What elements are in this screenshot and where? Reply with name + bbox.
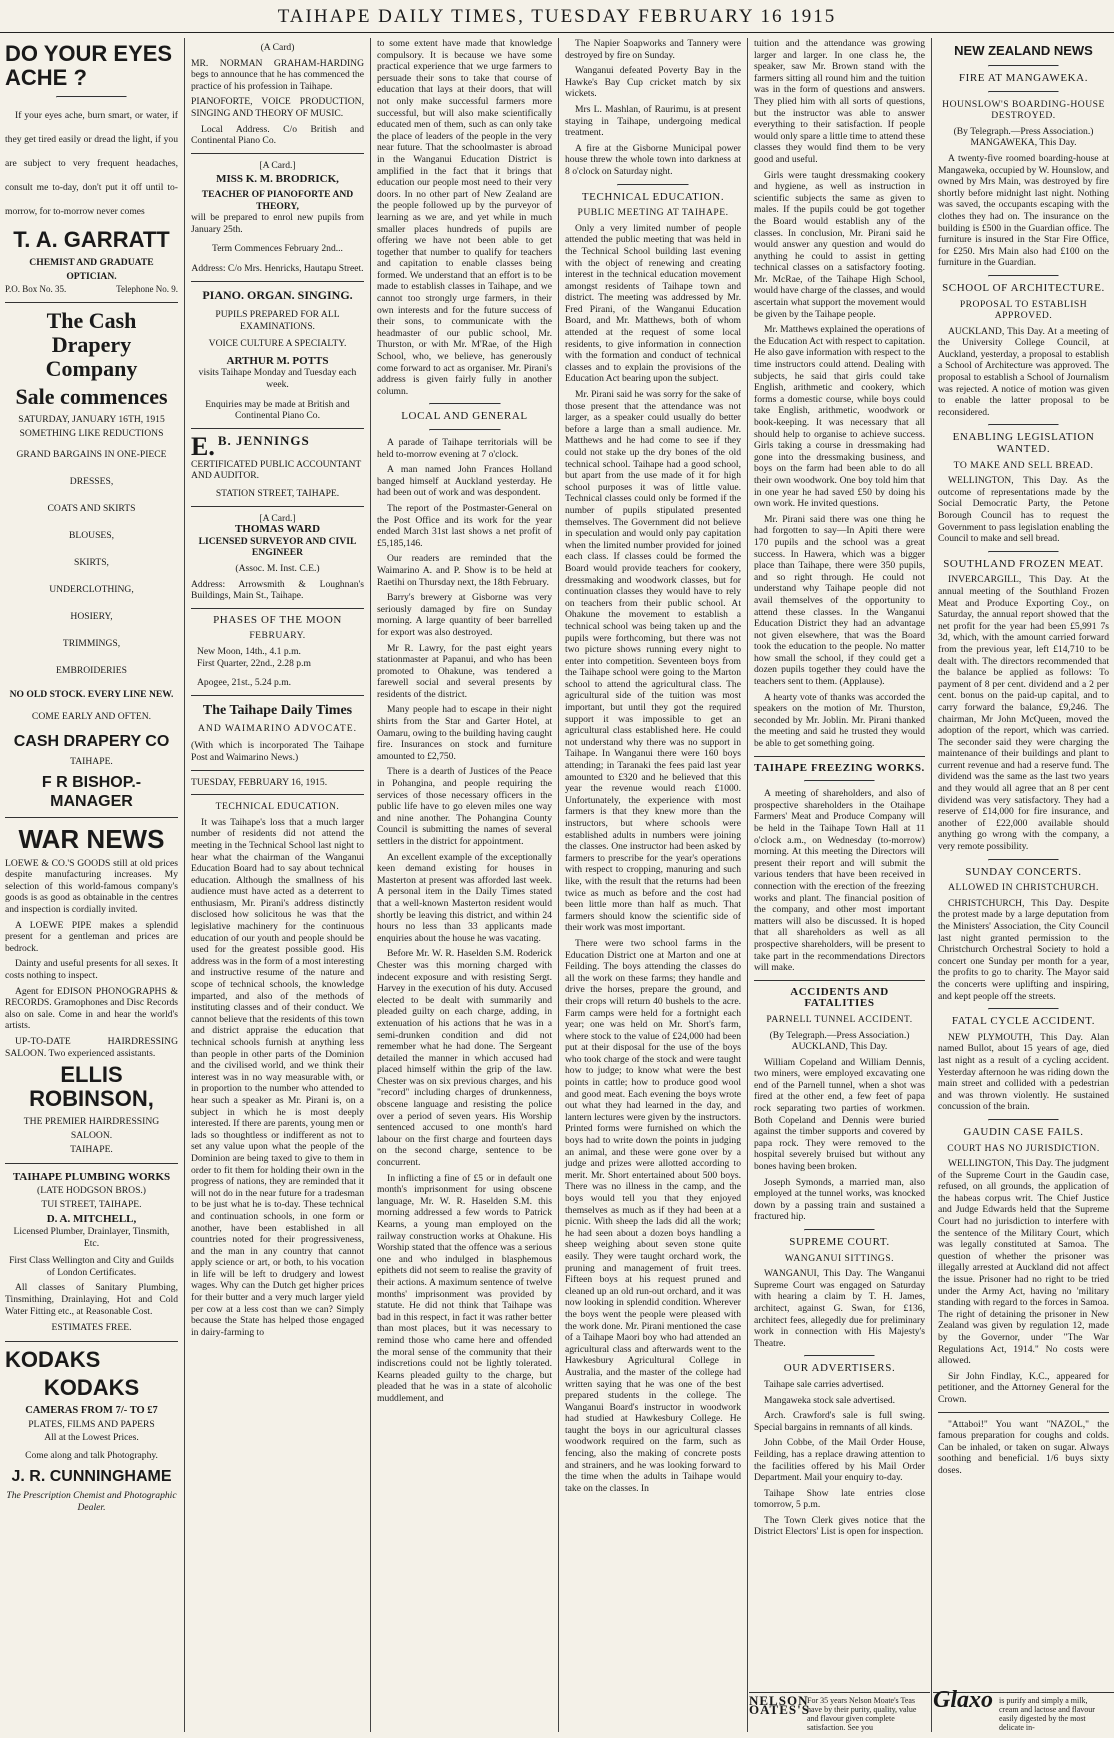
dainty-text: Dainty and useful presents for all sexes. It costs nothing to inspect. (5, 958, 178, 981)
jennings-subtitle: CERTIFICATED PUBLIC ACCOUNTANT AND AUDITOR. (191, 458, 362, 482)
divider (191, 695, 364, 696)
freezing-body: A meeting of shareholders, and also of prospective shareholders in the Otaihape Farmers' Meat and Produce Company will be held in the Taihape Town Hall at 11 o'clock a.m., on Wednesday (to-morrow) morning. At this meeting the Directors will present their report and will submit the various tenders that have been received in connection with the erection of the freezing works and plant. The financial position of the company, and other most important matters will also be discussed. It is hoped that all shareholders as well as all prospective shareholders, will be present to take part in the recommendations Directors will make. (754, 788, 925, 974)
news-paragraph: In inflicting a fine of £5 or in default one month's imprisonment for using obscene language, Mr. W. R. Haselden S.M. this morning addressed a few words to Patrick Kearns, a young man employed on the railway construction works at Ohakune. His Worship stated that the offence was a serious one and who indulged in blasphemous epithets did not seem to realise the gravity of their actions. A maximum sentence of twelve months' imprisonment was provided by statute. He did not think that Taihape was bad in this respect, in fact it was rather better than most places, but it was necessary to remind those who came here and offended the moral sense of the community that their indiscretions could not be lightly tolerated. Kearns pleaded guilty to the charge, but pleaded that he was in a state of alcoholic muddlement, and (377, 1172, 552, 1404)
moon-phase: First Quarter, 22nd., 2.28 p.m (197, 657, 311, 669)
report-paragraph: Mr. Pirani said he was sorry for the sake of those present that the attendance was not larger, as a speaker could usually do better before a large than a small audience. Mr. Matthews and he had come to see if they could not stake up the dry bones of the old technical school. Taihape had a good school, but apart from the use made of it for high school purposes it was of little value. Technical classes could only be formed if the number of pupils stipulated presented themselves. The Government did not believe in speculation and would only pay capitation when the limited number provided for joined each class. If classes could be formed the Board would provide teachers for cookery, dressmaking and woodwork classes, but for continuation classes they would have to rely on teachers from their public school. At Ohakune the movement to establish a technical school was being taken up and the pupils were forthcoming, but there was not two picture shows running every night to enter into competition. Seventeen boys from the Taihape school were going to the Marton school to attend the agricultural class. The agricultural side of the tuition was most important, but until they got the required support it was impossible to get an agricultural class established here. He could not understand why there was no support in Taihape. In Wanganui there were 160 boys attending; in Taranaki the fees paid last year amounted to £320 and he believed that this year the revenue would reach £1000. Unfortunately, the experience with most farmers is that they knew more than the instructors, but where schools were established adults in numbers were joining the classes. One instructor had been asked by farmers to prescribe for the year's operations with respect to cropping, manuring and such like, with the result that the returns had been twice as much as before and the cost had been little more than half as much. That farmers should know the scientific side of their work was most important. (565, 389, 741, 934)
column-4 (560, 38, 746, 1732)
paper-incorporated: (With which is incorporated The Taihape Post and Waimarino News.) (191, 740, 364, 763)
paper-advocate: AND WAIMARINO ADVOCATE. (198, 722, 357, 734)
column-rule (370, 38, 371, 1732)
card-label: [A Card.] (259, 512, 296, 524)
term-text: Term Commences February 2nd... (212, 243, 343, 255)
plumbing-works: TAIHAPE PLUMBING WORKS (12, 1171, 171, 1184)
bread-body: WELLINGTON, This Day. As the outcome of representations made by the Social Democratic Party, the Petone Borough Council has to request the Government to pass legislation enabling the Council to make and sell bread. (938, 475, 1109, 545)
architecture-heading: SCHOOL OF ARCHITECTURE. (942, 281, 1105, 294)
kodaks-1: KODAKS (5, 1347, 101, 1373)
news-paragraph: The report of the Postmaster-General on the Post Office and its work for the year ended March 31st last shows a net profit of £5,185,146. (377, 502, 552, 549)
divider (754, 980, 925, 981)
sunday-body: CHRISTCHURCH, This Day. Despite the protest made by a large deputation from the Ministers' Association, the City Council last night granted permission to the Christchurch Orchestral Society to hold a concert one Sunday per month for a year, the profits to go to charity. The Mayor said the concerts were uplifting and inspiring, and kept people off the streets. (938, 897, 1109, 1002)
news-paragraph: Before Mr. W. R. Haselden S.M. Roderick Chester was this morning charged with indecent exposure and with resisting Sergt. Harvey in the execution of his duty. Accused elected to be dealt with summarily and pleaded guilty on each charge, adding, in extenuation of his actions that he was in a semi-drunken condition and did not remember what he had done. The Sergeant detailed the manner in which accused had placed himself within the grip of the law. Chester was on six previous charges, and his "record" including charges of drunkenness, obscene language and resisting the police over a period of seven years. His Worship sentenced accused to one month's hard labour on the first charge and fourteen days on the second charge, sentence to be concurrent. (377, 948, 552, 1169)
divider (988, 1008, 1058, 1010)
editorial-paragraph: It was Taihape's loss that a much larger number of residents did not attend the meeting in the Technical School last night to hear what the chairman of the Wanganui Education Board had to say about technical education. Although the smallness of his audience must have acted as a deterrent to enthusiasm, Mr. Pirani's address distinctly disclosed how solicitous he was that the legislative machinery for the continuous education of our youth and people should be used for the greatest possible good. His address was in the form of a most interesting and instructive resume of the nature and scope of technical schools, the knowledge imparted, and also of the methods of instituting classes and of their conduct. We cannot believe that the residents of this town and district appraise the education that technical schools furnish at anything less than people in other parts of the Dominion and the civilised world, and we think their interest was in no way measurable with, or in proportion to the number who attended to hear such a speaker as Mr. Pirani is, on a subject in which he is most deeply interested. If there are parents, young men or lads so thoughtless or indifferent as not to set any value upon what the people of the Dominion are being taxed to give to them in order to fit them for holding their own in the progress of nations, they are reminded that it will not do in the near future for a tradesman to be just what he is to-day. These technical and continuation schools, in one form or another, have been established in all countries noted for their progressiveness, and the man in any country that cannot apply science or art, or both, to his vocation in life will be left to drudgery and lowest wages. Why can the Dutch get higher prices for their butter and a very much larger yield per cow at a less cost than we can? Simply because the State has helped those engaged in dairy-farming to (191, 816, 364, 1338)
divider (191, 428, 364, 429)
divider (988, 91, 1058, 93)
freezing-heading: TAIHAPE FREEZING WORKS. (754, 761, 925, 774)
proposal-subhead: PROPOSAL TO ESTABLISH APPROVED. (959, 298, 1088, 322)
enabling-heading: ENABLING LEGISLATION WANTED. (952, 431, 1095, 456)
brodrick-name: MISS K. M. BRODRICK, (216, 173, 339, 186)
divider (191, 794, 364, 795)
news-paragraph: Mr R. Lawry, for the past eight years stationmaster at Papanui, and who has been promoted to Ohakune, was tendered a farewell social and several presents by residents of the district. (377, 642, 552, 700)
divider (191, 608, 364, 609)
war-news-title: WAR NEWS (18, 823, 165, 854)
advertisers-item: The Town Clerk gives notice that the District Electors' List is open for inspection. (754, 1514, 925, 1538)
ellis-town: TAIHAPE. (70, 1144, 113, 1156)
column-rule (747, 38, 748, 1732)
column-3 (372, 38, 557, 1732)
sale-date: SATURDAY, JANUARY 16TH, 1915 (18, 413, 165, 425)
architecture-body: AUCKLAND, This Day. At a meeting of the University College Council, at Auckland, yesterday, a proposal to establish a School of Architecture was approved. The proposal to establish a School of Journalism was rejected. A notice of motion was given to enable the latter proposal to be reconsidered. (938, 325, 1109, 418)
garratt-contacts (5, 284, 178, 296)
gaudin-heading: GAUDIN CASE FAILS. (963, 1125, 1084, 1138)
garratt-box: P.O. Box No. 35. (5, 284, 67, 294)
parnell-paragraph: William Copeland and William Dennis, two miners, were employed excavating one end of the Parnell tunnel, when a shot was fired at the other end, a few feet of papa rock separating two parties of workmen. Both Copeland and Dennis were buried against the timber supports and covered by papa rock. They were removed to the hospital severely bruised but without any bones having been broken. (754, 1056, 925, 1173)
cunninghame-name: J. R. CUNNINGHAME (11, 1468, 172, 1486)
potts-name: ARTHUR M. POTTS (226, 354, 329, 367)
cash-drapery-town: TAIHAPE. (70, 755, 113, 767)
glaxo-logo: Glaxo (933, 1687, 993, 1713)
fire-heading: FIRE AT MANGAWEKA. (958, 72, 1089, 84)
advertisers-item: Taihape Show late entries close tomorrow, 5 p.m. (754, 1487, 925, 1511)
news-paragraph: The Napier Soapworks and Tannery were destroyed by fire on Sunday. (565, 38, 741, 61)
norman-subjects: PIANOFORTE, VOICE PRODUCTION, SINGING AND THEORY OF MUSIC. (191, 96, 364, 119)
divider (988, 859, 1058, 861)
jennings-station: STATION STREET, TAIHAPE. (215, 488, 340, 500)
advertisers-item: Arch. Crawford's sale is full swing. Special bargains in remnants of all kinds. (754, 1410, 925, 1433)
sale-item: TRIMMINGS, (62, 637, 121, 649)
supreme-heading: SUPREME COURT. (789, 1236, 890, 1248)
gaudin-body: WELLINGTON, This Day. The judgment of the Supreme Court in the Gaudin case, refused, on all grounds, the application of the habeas corpus writ. The Chief Justice and Judge Edwards held that the Supreme Court had no jurisdiction to interfere with the sentence of the Military Court, which was legally constituted at Samoa. The question of whether the prisoner was illegally arrested at Auckland did not affect the issue. Prisoner had no right to be tried under the Army Act, having no 'military standing with regard to the forces in Samoa. The right of detaining the prisoner in New Zealand was given by regulation 12, made by the Governor, under "The War Regulations Act, 1914." No costs were allowed. (938, 1158, 1109, 1367)
voice-culture: VOICE CULTURE A SPECIALTY. (208, 338, 347, 350)
piano-organ-singing: PIANO. ORGAN. SINGING. (202, 287, 353, 302)
brodrick-body: will be prepared to enrol new pupils from January 25th. (191, 212, 364, 235)
garratt-telephone: Telephone No. 9. (116, 284, 178, 294)
cash-drapery-title: The Cash Drapery Company (45, 307, 138, 381)
nelson-text: For 35 years Nelson Moate's Teas have by their purity, quality, value and flavour given complete satisfaction. See you (807, 1696, 917, 1732)
potts-body: visits Taihape Monday and Tuesday each week. (198, 367, 357, 391)
nazol-ad: "Attaboi!" You want "NAZOL," the famous preparation for coughs and colds. Can be inhaled, or taken on sugar. Always soothing and beneficial. 1/6 buys sixty doses. (938, 1418, 1109, 1476)
nz-news-heading: NEW ZEALAND NEWS (954, 43, 1093, 58)
divider (938, 1412, 1109, 1413)
ward-name: THOMAS WARD (234, 523, 321, 536)
moon-phase: Apogee, 21st., 5.24 p.m. (197, 677, 292, 689)
report-paragraph: There were two school farms in the Education District one at Marton and one at Feilding. The boys attending the classes do all the work on these farms; they handle and drive the horses, prepare the ground, and their crops will return 40 bushels to the acre. Farm camps were held for a fortnight each year; one was held on Mr. Short's farm, where stock to the value of £24,000 had been put at their disposal for the use of the boys who took charge of the stock and were taught how to judge; to know what were the best points in cattle; how to produce good wool and good meat. Each evening the boys wrote out what they had learned in the day, and lantern lectures were given by the instructors. Printed forms were furnished on which the boys had to write down the points in judging an animal, and these were gone over by a judge and prizes were allotted according to merit. Mr. Short entertained about 500 boys. There was no illness in the camp, and the boys would tell you that they enjoyed themselves as much as if they had been at a picnic. With sheep the lads did all the work; he had seen about a dozen boys handling a sheep weighing about seven stone quite easily. They were taught orchard work, the pruning and management of fruit trees. Fifteen boys at his request pruned and cleaned up an old run-out orchard, and it was now looking in splendid condition. Wherever the boys went the people were pleased with the work done. Mr. Pirani mentioned the case of a Taihape Maori boy who had attended an agricultural class and afterwards went to the Hawkesbury Agricultural College in Australia, and the master of the college had written saying that he was one of the best prepared students in the college. The Wanganui Board's instructor in woodwork had studied at Hawkesbury College. He taught the boys in our agricultural classes woodwork required on the farm, such as fencing, also the making of concrete posts and strainers, and he was looking forward to the time when the adults in Taihape would take on the classes. In (565, 937, 741, 1494)
divider (988, 1119, 1058, 1121)
report-paragraph: tuition and the attendance was growing larger and larger. In one class he, the speaker, saw Mr. Brown stand with the farmers sitting all round him and the tuition was in the form of questions and answers. They plied him with all sorts of questions, but the instructor was able to answer everything to their satisfaction. If people would only spare a little time to attend these classes they would find them to be very good and useful. (754, 38, 925, 165)
local-general-heading: LOCAL AND GENERAL (401, 410, 528, 423)
parnell-subhead: PARNELL TUNNEL ACCIDENT. (766, 1013, 913, 1025)
report-paragraph: Only a very limited number of people attended the public meeting that was held in the Technical School building last evening with the object of renewing and creating interest in the technical education movement amongst residents of Taihape town and district. The meeting was addressed by Mr. Fred Pirani, of the Wanganui Education Board, and Mr. Matthews, both of whom attended at the request of some local residents, to give information in connection with the formation and conduct of technical classes and to explain the provisions of the Education Act bearing upon the subject. (565, 222, 741, 385)
report-paragraph: Mr. Matthews explained the operations of the Education Act with respect to capitation. He also gave information with respect to the time instructors could attend. Dealing with subjects, he said that girls could take English, arithmetic and cookery, which forms a domestic course, while boys could take English, arithmetic, woodwork or book-keeping. It was necessary that all should help to organise to achieve success. Girls taking a course in dressmaking had gone into the dressmaking business, and boys on the farm had been able to do all their own woodwork. One boy told him that in one year he had saved £50 by doing his own work. He invited questions. (754, 324, 925, 510)
eyes-ad-body: If your eyes ache, burn smart, or water, if they get tired easily or dread the light, if you are subject to very frequent headaches, consult me to-day, don't put it off until to-morrow, for to-morrow never comes (5, 110, 178, 217)
news-paragraph: A parade of Taihape territorials will be held to-morrow evening at 7 o'clock. (377, 437, 552, 460)
salon-text: UP-TO-DATE HAIRDRESSING SALOON. Two experienced assistants. (5, 1035, 178, 1059)
divider (5, 302, 178, 303)
column-rule (558, 38, 559, 1732)
divider (191, 770, 364, 771)
glaxo-ad (933, 1687, 1114, 1732)
frozen-body: INVERCARGILL, This Day. At the annual meeting of the Southland Frozen Meat and Produce Exporting Coy., on Saturday, the annual report showed that the net profit for the year had been £5,991 7s 3d, which, with the amount carried forward from the previous year, left £14,710 to be dealt with. The directors recommended that the balance be applied as follows: To payment of 8 per cent. dividend and a 2 per cent. bonus on the paid-up capital, and to carry forward the balance, £9,246. The chairman, Mr John McQueen, moved the adoption of the report, which was carried. The seconder said they were charging the maintenance of their buildings and plant to current revenue and had a reserve fund. The dividend was the same as the last two years and they would all agree that an 8 per cent dividend was very satisfactory. They had a reserve of £14,000 for fire insurance, and another of £22,000 available should anything go wrong with the company, a very remote possibility. (938, 574, 1109, 853)
news-paragraph: Our readers are reminded that the Waimarino A. and P. Show is to be held at Raetihi on Thursday next, the 18th February. (377, 553, 552, 588)
divider (988, 551, 1058, 553)
report-paragraph: Mr. Pirani said there was one thing he had forgotten to say—In Apiti there were 170 pupils and the school was a great success. In Hawera, which was a bigger place than Taihape, there were 350 pupils, and so right through. He could not understand why Taihape people did not avail themselves of the opportunity to attend these classes. In the Wanganui Education District they had an advantage not given elsewhere, that was the Board took the education to the people. No matter how small the school, if they could get a dozen pupils together they could have the teachers sent to them. (Applause). (754, 513, 925, 688)
report-paragraph: A hearty vote of thanks was accorded the speakers on the motion of Mr. Thurston, seconded by Mr. Joblin. Mr. Pirani thanked the meeting and said he trusted they would be able to get something going. (754, 691, 925, 750)
plates-text: PLATES, FILMS AND PAPERS (28, 1419, 155, 1431)
column-6-nz-news (933, 38, 1114, 1732)
card-label: (A Card) (260, 42, 295, 53)
divider (804, 1229, 874, 1231)
kodaks-2: KODAKS (43, 1375, 140, 1401)
column-rule (184, 38, 185, 1732)
divider (988, 65, 1058, 67)
edison-text: Agent for EDISON PHONOGRAPHS & RECORDS. Gramophones and Disc Records also on sale. Come in and hear the world's artists. (5, 985, 178, 1032)
moon-phase: New Moon, 14th., 4.1 p.m. (197, 645, 301, 657)
eyes-ad-title: DO YOUR EYES ACHE ? (5, 41, 173, 90)
divider (429, 403, 501, 405)
tech-education-heading: TECHNICAL EDUCATION. (581, 190, 725, 203)
report-paragraph: Girls were taught dressmaking cookery and hygiene, as well as instruction in scientific subjects the same as given to males. If the pupils could be got together the Board would establish any of the classes. In conclusion, Mr. Pirani said he would answer any question and would do anything he could to assist in getting technical classes on a satisfactory footing. Mr. McRae, of the Taihape High School, would have charge of the classes, and would ascertain what support the movement would be given by the Taihape people. (754, 169, 925, 320)
supreme-body: WANGANUI, This Day. The Wanganui Supreme Court was engaged on Saturday with hearing a claim by T. H. James, architect, against G. Swan, for £136, architect fees, allegedly due for preliminary work in connection with His Majesty's Theatre. (754, 1268, 925, 1349)
divider (804, 1355, 874, 1357)
ward-address: Address: Arrowsmith & Loughnan's Buildings, Main St., Taihape. (191, 578, 364, 602)
ellis-subtitle: THE PREMIER HAIRDRESSING SALOON. (23, 1116, 160, 1142)
news-paragraph: There is a dearth of Justices of the Peace in Pohangina, and people requiring the services of those necessary officers in the public life have to go eleven miles one way and nine another. The Pohangina County Council is submitting the names of several settlers in the district for appointment. (377, 766, 552, 847)
glaxo-text: is purify and simply a milk, cream and lactose and flavour easily digested by the most delicate in- (999, 1696, 1095, 1732)
garratt-name: T. A. GARRATT (13, 227, 170, 252)
brodrick-address: Address: C/o Mrs. Henricks, Hautapu Street. (191, 262, 364, 274)
fire-dateline: (By Telegraph.—Press Association.) MANGAWEKA, This Day. (953, 125, 1094, 149)
divider (191, 281, 364, 282)
plumbing-street: TUI STREET, TAIHAPE. (41, 1199, 142, 1211)
estimates-free: ESTIMATES FREE. (51, 1322, 132, 1334)
advertisers-item: Mangaweka stock sale advertised. (764, 1394, 896, 1406)
plumbing-late: (LATE HODGSON BROS.) (37, 1185, 146, 1197)
cycle-body: NEW PLYMOUTH, This Day. Alan named Bullot, about 15 years of age, died last night as a result of a cycling accident. Yesterday afternoon he was riding down the main street and collided with a pedestrian and was thrown violently. He sustained concussion of the brain. (938, 1031, 1109, 1113)
pupils-text: PUPILS PREPARED FOR ALL EXAMINATIONS. (215, 309, 340, 332)
editorial-heading: TECHNICAL EDUCATION. (215, 801, 340, 813)
jurisdiction-subhead: COURT HAS NO JURISDICTION. (947, 1142, 1100, 1154)
sanitary-text: All classes of Sanitary Plumbing, Tinsmithing, Drainlaying, Hot and Cold Water Fitting etc., at Reasonable Cost. (5, 1282, 178, 1317)
hounslow-subhead: HOUNSLOW'S BOARDING-HOUSE DESTROYED. (942, 98, 1105, 122)
advertisers-item: Taihape sale carries advertised. (764, 1378, 884, 1390)
column-2-cards-editorial (186, 38, 369, 1732)
pipe-text: A LOEWE PIPE makes a splendid present for a gentleman and prices are bedrock. (5, 919, 178, 954)
news-paragraph: Barry's brewery at Gisborne was very seriously damaged by fire on Sunday morning. A large quantity of beer barrelled for export was also destroyed. (377, 592, 552, 638)
sale-item: GRAND BARGAINS IN ONE-PIECE DRESSES, (16, 448, 167, 487)
news-paragraph: Many people had to escape in their night shirts from the Star and Garter Hotel, at Oamaru, owing to the building having caught fire. Insurances on stock and furniture amounted to £2,750. (377, 704, 552, 762)
accidents-heading: ACCIDENTS AND FATALITIES (790, 985, 889, 1010)
news-paragraph: A fire at the Gisborne Municipal power house threw the whole town into darkness at 8 o'clock on Saturday night. (565, 142, 741, 177)
sale-item: SKIRTS, (74, 556, 109, 568)
editorial-continued: to some extent have made that knowledge compulsory. It is because we have some practical experience that we urge farmers to persuade their sons to take that course of education that lays at their doors, that will not only make successful farmers more successful, but will also make scientifically educated men of them, such as can only take the place of leaders of the people in the very near future. That the schoolmaster is abroad in the Wanganui Education District is amplified in the fact that it brings that education our people most need to their very doors. In no other part of New Zealand are the people followed up by the purveyor of learning as we are, and yet while in much smaller places hundreds of pupils are offering we have not been able to get together that number to qualify for teachers and capitation to enable classes being formed. We understand that an effort is to be made to establish classes in Taihape, and we cannot too strongly urge farmers, in their own interests and for the future success of their sons, to communicate with the headmaster of our public school, Mr. Thurston, or with Mr. M'Rae, of the High School, who, we believe, has generously come forward to act as organiser. Mr. Pirani's address is given fairly fully in another column. (377, 38, 552, 397)
nelson-name: NELSON OATES'S (749, 1693, 810, 1717)
sale-item: COATS AND SKIRTS (47, 502, 136, 514)
phases-month: FEBRUARY. (249, 630, 306, 642)
norman-text: MR. NORMAN GRAHAM-HARDING begs to announce that he has commenced the practice of his profession in Taihape. (191, 57, 364, 92)
editorial-date: TUESDAY, FEBRUARY 16, 1915. (191, 776, 328, 788)
divider (191, 506, 364, 507)
paper-name: The Taihape Daily Times (202, 702, 353, 718)
divider (191, 153, 364, 154)
divider (5, 1341, 178, 1342)
advertisers-item: John Cobbe, of the Mail Order House, Feilding, has a replace drawing attention to the facilities offered by his Mail Order Department. Mail your enquiry to-day. (754, 1437, 925, 1484)
sittings-subhead: WANGANUI SITTINGS. (784, 1252, 895, 1264)
manager: F R BISHOP.-MANAGER (41, 773, 142, 810)
news-paragraph: An excellent example of the exceptionally keen demand existing for houses in Masterton at present was afforded last week. A personal item in the Daily Times stated that a well-known Masterton resident would shortly be leaving this district, and within 24 hours no less than 33 applicants made enquiries about the house he was vacating. (377, 851, 552, 944)
news-paragraph: Wanganui defeated Poverty Bay in the Hawke's Bay Cup cricket match by six wickets. (565, 65, 741, 100)
divider (617, 184, 689, 186)
divider (429, 429, 501, 431)
jennings-ad (191, 431, 364, 500)
cycle-heading: FATAL CYCLE ACCIDENT. (951, 1015, 1096, 1028)
sale-item: EMBROIDERIES (56, 664, 127, 676)
phases-heading: PHASES OF THE MOON (213, 613, 342, 626)
news-paragraph: Mrs L. Mashlan, of Raurimu, is at present staying in Taihape, undergoing medical treatment. (565, 103, 741, 139)
jennings-name: B. JENNINGS (217, 432, 310, 448)
fire-body: A twenty-five roomed boarding-house at Mangaweka, occupied by W. Hounslow, and owned by Mrs Main, was destroyed by fire shortly before midnight last night. Nothing was saved, the occupants escaping with the clothes they had on. The insurance on the building is £500 in the Guardian office. The furniture is insured in the Star Fire Office, for £250. Mrs Main also had £100 on the furniture in the Guardian. (938, 152, 1109, 269)
divider (5, 1163, 178, 1164)
divider (5, 817, 178, 818)
enquiries-text: Enquiries may be made at British and Continental Piano Co. (205, 398, 350, 422)
mitchell-subtitle: Licensed Plumber, Drainlayer, Tinsmith, Etc. (13, 1226, 170, 1249)
public-meeting-subhead: PUBLIC MEETING AT TAIHAPE. (577, 207, 729, 219)
cunninghame-subtitle: The Prescription Chemist and Photographic Dealer. (6, 1490, 177, 1514)
parnell-dateline: (By Telegraph.—Press Association.) AUCKLAND, This Day. (769, 1029, 910, 1053)
masthead: TAIHAPE DAILY TIMES, TUESDAY FEBRUARY 16 1915 (0, 0, 1114, 33)
divider (988, 275, 1058, 277)
cameras-text: CAMERAS FROM 7/- TO £7 (25, 1405, 158, 1417)
divider (804, 780, 874, 782)
photography-text: Come along and talk Photography. (25, 1449, 158, 1461)
ward-assoc: (Assoc. M. Inst. C.E.) (235, 563, 320, 574)
allowed-subhead: ALLOWED IN CHRISTCHURCH. (948, 882, 1099, 894)
ward-subtitle: LICENSED SURVEYOR AND CIVIL ENGINEER (198, 535, 357, 559)
ellis-robinson: ELLIS ROBINSON, (29, 1062, 154, 1112)
sale-item: UNDERCLOTHING, (49, 583, 134, 595)
column-5 (749, 38, 930, 1732)
news-paragraph: A man named John Frances Holland banged himself at Auckland yesterday. He had been out of work and was despondent. (377, 464, 552, 499)
column-rule (931, 38, 932, 1732)
sale-item: COME EARLY AND OFTEN. (31, 710, 152, 722)
sunday-heading: SUNDAY CONCERTS. (965, 865, 1082, 878)
divider (56, 96, 127, 98)
nelson-moates-ad (749, 1692, 930, 1732)
mitchell-name: D. A. MITCHELL, (46, 1213, 137, 1226)
column-1-ads (0, 38, 183, 1732)
divider (754, 756, 925, 757)
garratt-subtitle: CHEMIST AND GRADUATE OPTICIAN. (29, 257, 154, 282)
guilds-text: First Class Wellington and City and Guilds of London Certificates. (9, 1255, 174, 1278)
advertisers-heading: OUR ADVERTISERS. (783, 1362, 896, 1375)
cash-drapery-co: CASH DRAPERY CO (13, 732, 170, 750)
frozen-heading: SOUTHLAND FROZEN MEAT. (943, 557, 1104, 570)
norman-address: Local Address. C/o British and Continental Piano Co. (191, 123, 364, 147)
parnell-paragraph: Joseph Symonds, a married man, also employed at the tunnel works, was knocked down by a passing train and sustained a fractured hip. (754, 1176, 925, 1223)
bread-subhead: TO MAKE AND SELL BREAD. (953, 459, 1094, 471)
sale-item: HOSIERY, (70, 610, 113, 622)
loewe-text: LOEWE & CO.'S GOODS still at old prices despite manufacturing increases. My selection of this world-famous company's goods is as good as obtainable in the centres and inspection is cordially invited. (5, 857, 178, 915)
sale-item: NO OLD STOCK. EVERY LINE NEW. (9, 688, 174, 700)
reductions: SOMETHING LIKE REDUCTIONS (19, 427, 164, 439)
lowest-prices: All at the Lowest Prices. (44, 1432, 139, 1444)
sale-item: BLOUSES, (68, 529, 115, 541)
brodrick-subtitle: TEACHER OF PIANOFORTE AND THEORY, (201, 188, 354, 212)
jennings-initial: E. (191, 431, 215, 461)
card-label: [A Card.] (259, 159, 296, 171)
sale-commences: Sale commences (15, 383, 168, 409)
gaudin-body-2: Sir John Findlay, K.C., appeared for petitioner, and the Attorney General for the Crown. (938, 1370, 1109, 1405)
divider (988, 424, 1058, 426)
